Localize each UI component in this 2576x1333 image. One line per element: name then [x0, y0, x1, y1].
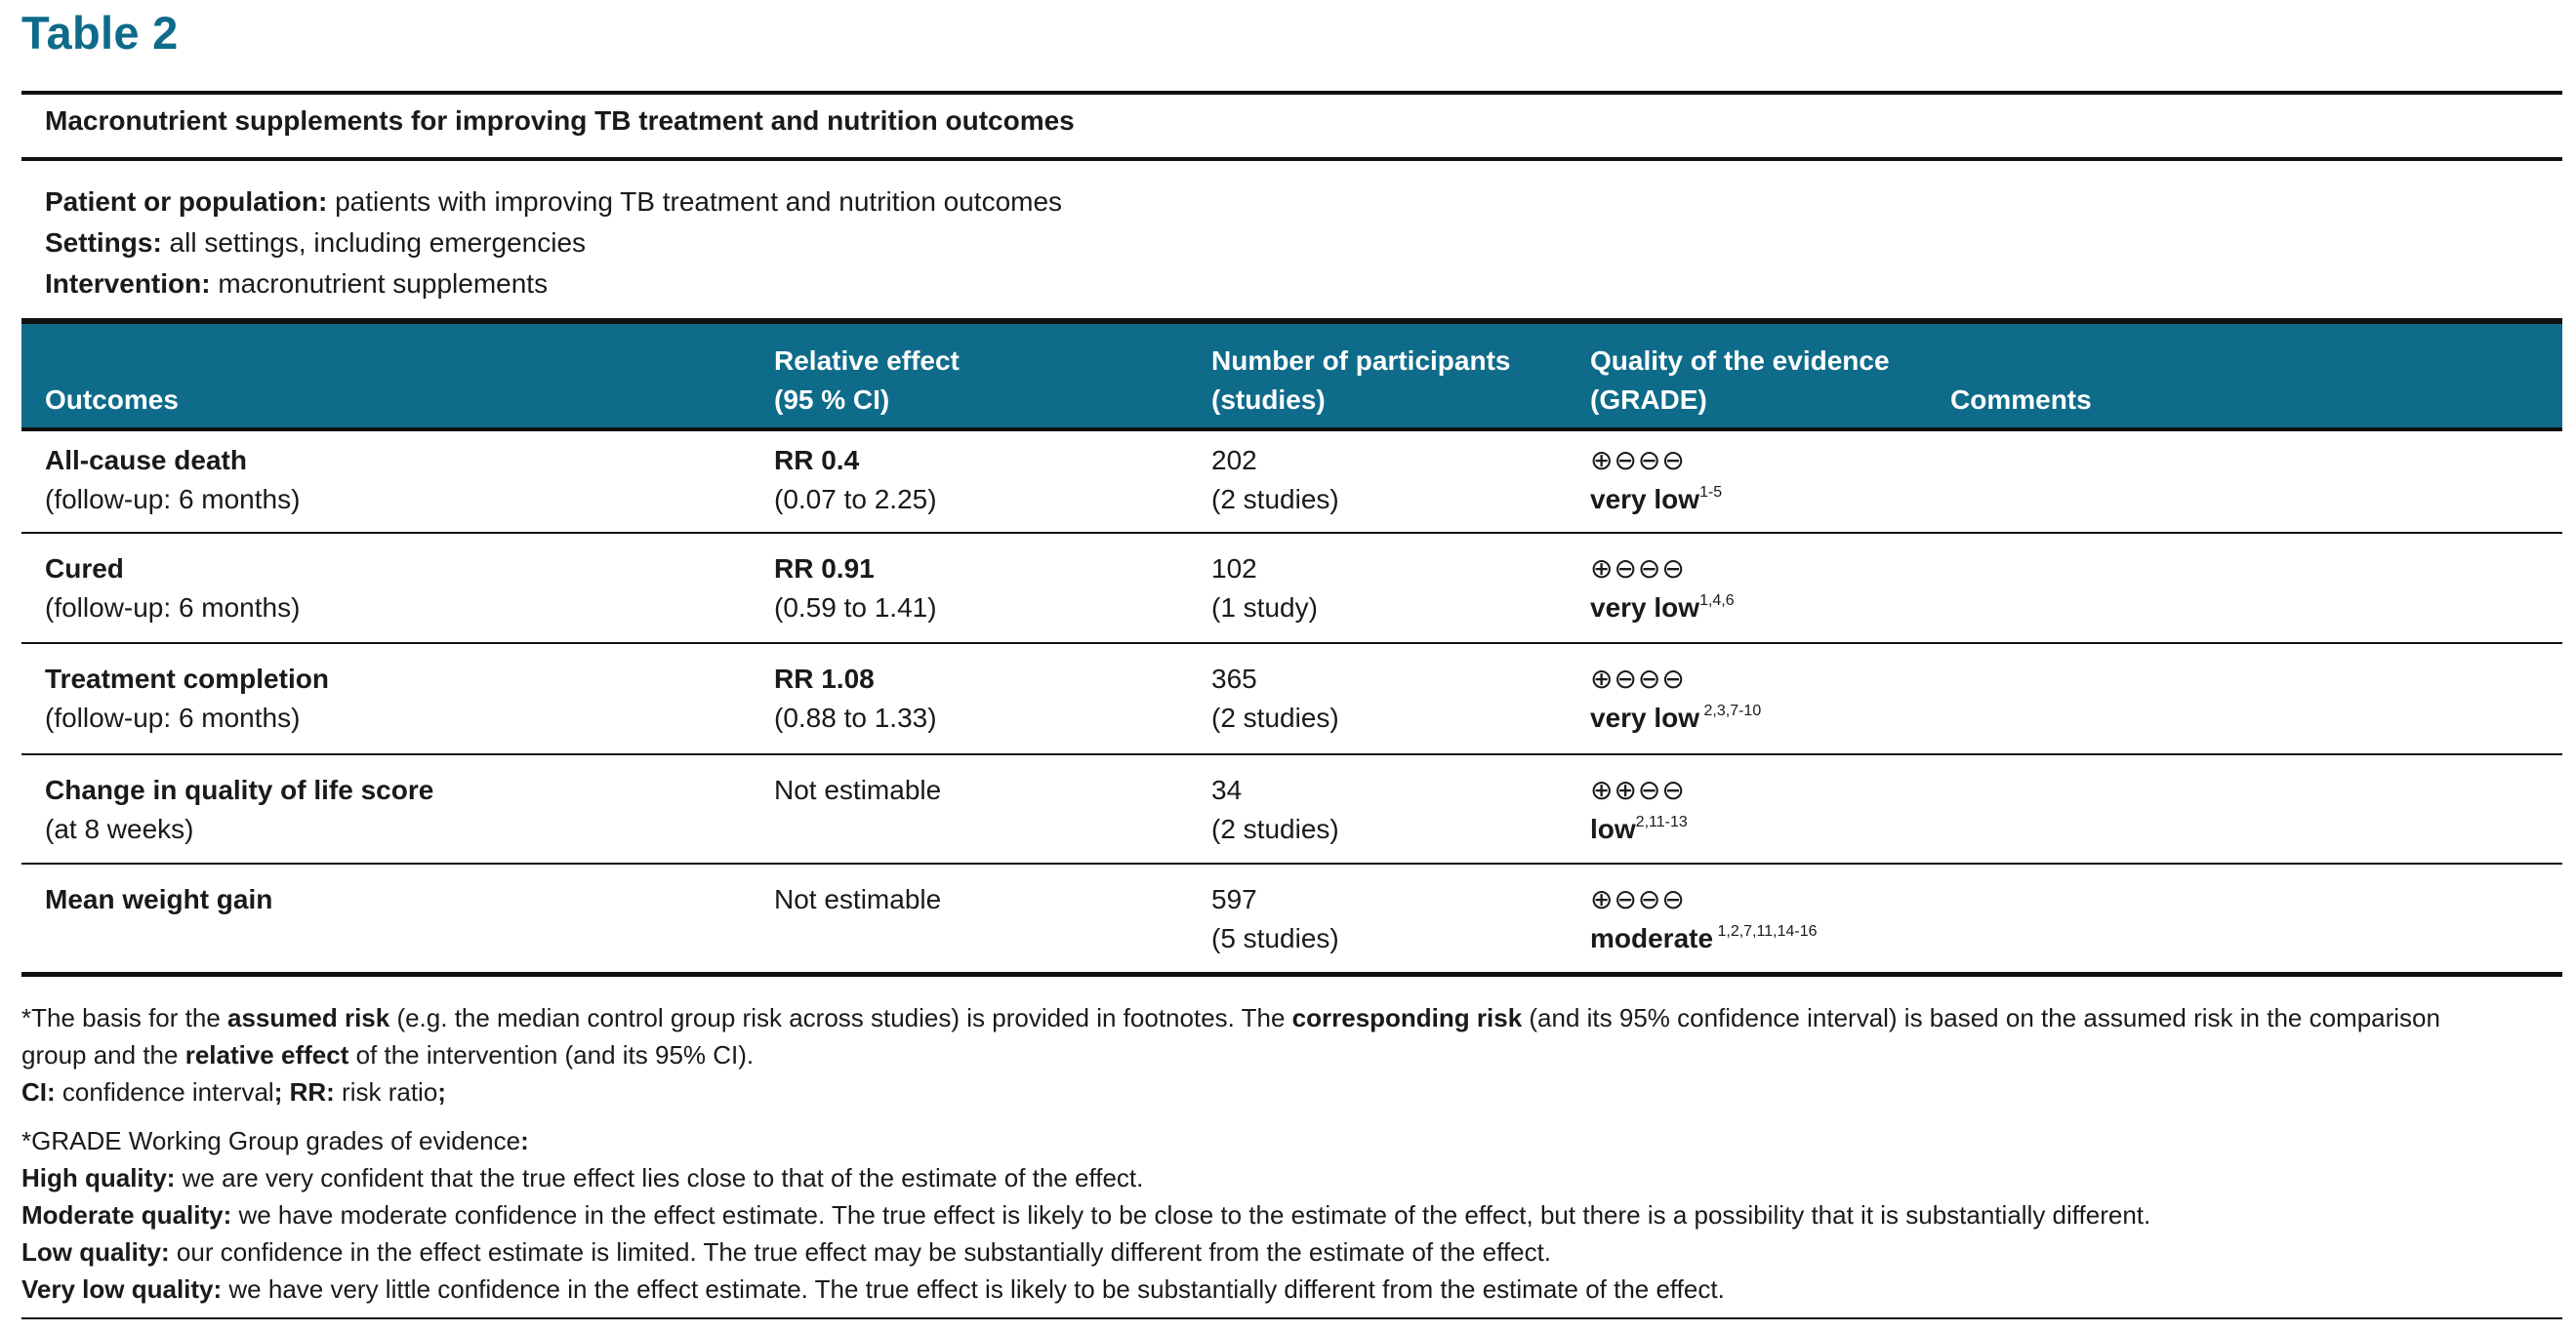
- risk-footnote: [21, 999, 2562, 1111]
- grade-label: very low: [1590, 592, 1700, 623]
- studies-count: (2 studies): [1211, 484, 1339, 514]
- effect-ci: (0.88 to 1.33): [774, 703, 937, 733]
- footnote-text: (e.g. the median control group risk across studies) is provided in footnotes. The: [389, 1003, 1292, 1032]
- abbrev-rr-label: RR:: [289, 1077, 335, 1107]
- table-row: [21, 431, 2562, 534]
- grade-label: very low: [1590, 703, 1700, 733]
- participants-cell: [1211, 880, 1339, 958]
- grade-footnote: 1-5: [1699, 484, 1723, 501]
- participants-count: 365: [1211, 664, 1257, 694]
- intervention-label: Intervention:: [45, 268, 211, 299]
- intervention-line: [45, 263, 548, 304]
- outcome-cell: [45, 771, 433, 849]
- grade-footnote: 2,11-13: [1635, 814, 1688, 830]
- participants-cell: [1211, 549, 1318, 627]
- grade-footnote: 1,2,7,11,14-16: [1713, 923, 1818, 940]
- footnote-term: corresponding risk: [1291, 1003, 1523, 1032]
- footnote-text: of the intervention (and its 95% CI).: [348, 1040, 755, 1070]
- population-value: patients with improving TB treatment and nutrition outcomes: [327, 186, 1063, 217]
- grade-symbols-icon: ⊕⊖⊖⊖: [1590, 552, 1686, 585]
- table-bottom-rule: [21, 972, 2562, 977]
- effect-value: Not estimable: [774, 884, 942, 914]
- grade-cell: [1590, 771, 1688, 849]
- footnote-term: assumed risk: [227, 1003, 390, 1032]
- outcome-name: All-cause death: [45, 445, 247, 475]
- participants-count: 102: [1211, 553, 1257, 584]
- grade-label: very low: [1590, 484, 1700, 514]
- effect-cell: [774, 549, 937, 627]
- effect-ci: (0.59 to 1.41): [774, 592, 937, 623]
- table-row: [21, 644, 2562, 755]
- grade-cell: [1590, 880, 1818, 958]
- header-comments: Comments: [1950, 384, 2092, 415]
- table-row: [21, 755, 2562, 865]
- grade-symbols-icon: ⊕⊖⊖⊖: [1590, 883, 1686, 915]
- grade-symbols-icon: ⊕⊕⊖⊖: [1590, 774, 1686, 806]
- outcome-name: Mean weight gain: [45, 884, 273, 914]
- studies-count: (2 studies): [1211, 814, 1339, 844]
- outcome-cell: [45, 880, 272, 919]
- very-low-quality-text: we have very little confidence in the effect estimate. The true effect is likely to be substantially different from the estimate of the effect.: [222, 1274, 1725, 1304]
- top-rule: [21, 91, 2562, 95]
- header-participants: Number of participants: [1211, 345, 1511, 376]
- population-label: Patient or population:: [45, 186, 328, 217]
- abbrev-rr-value: risk ratio: [334, 1077, 438, 1107]
- outcome-cell: [45, 660, 329, 738]
- studies-count: (2 studies): [1211, 703, 1339, 733]
- effect-cell: [774, 771, 941, 810]
- high-quality-label: High quality:: [21, 1163, 176, 1192]
- grade-symbols-icon: ⊕⊖⊖⊖: [1590, 663, 1686, 695]
- low-quality-text: our confidence in the effect estimate is limited. The true effect may be substantially different from the estimate of the effect.: [169, 1237, 1552, 1267]
- participants-count: 34: [1211, 775, 1243, 805]
- effect-ci: (0.07 to 2.25): [774, 484, 937, 514]
- moderate-quality-text: we have moderate confidence in the effect estimate. The true effect is likely to be close to the estimate of the effect, but there is a possibility that it is substantially different.: [231, 1200, 2151, 1230]
- header-studies: (studies): [1211, 384, 1326, 415]
- population-line: [45, 182, 1062, 222]
- header-grade: (GRADE): [1590, 384, 1707, 415]
- intervention-value: macronutrient supplements: [210, 268, 549, 299]
- outcome-name: Cured: [45, 553, 124, 584]
- settings-label: Settings:: [45, 227, 162, 258]
- outcome-name: Treatment completion: [45, 664, 329, 694]
- header-outcomes: Outcomes: [45, 384, 179, 415]
- grade-cell: [1590, 660, 1761, 738]
- settings-line: [45, 222, 586, 263]
- grade-footnote: 2,3,7-10: [1699, 703, 1762, 719]
- participants-cell: [1211, 441, 1339, 519]
- grade-definitions: [21, 1122, 2562, 1308]
- abbrev-end: ;: [437, 1077, 446, 1107]
- table-title: Table 2: [21, 7, 179, 59]
- abbrev-separator: ;: [273, 1077, 290, 1107]
- participants-count: 597: [1211, 884, 1257, 914]
- effect-value: RR 1.08: [774, 664, 875, 694]
- grade-intro-colon: :: [520, 1126, 529, 1155]
- footnote-term: relative effect: [184, 1040, 349, 1070]
- table-row: [21, 534, 2562, 644]
- header-quality: Quality of the evidence: [1590, 345, 1890, 376]
- outcome-followup: (at 8 weeks): [45, 814, 194, 844]
- outcome-followup: (follow-up: 6 months): [45, 592, 301, 623]
- low-quality-label: Low quality:: [21, 1237, 170, 1267]
- footnote-text: group and the: [21, 1040, 185, 1070]
- header-relative-effect: Relative effect: [774, 345, 960, 376]
- grade-label: moderate: [1590, 923, 1714, 953]
- abbrev-ci-value: confidence interval: [55, 1077, 274, 1107]
- outcome-name: Change in quality of life score: [45, 775, 434, 805]
- outcome-cell: [45, 441, 300, 519]
- outcome-cell: [45, 549, 300, 627]
- effect-value: Not estimable: [774, 775, 942, 805]
- caption-rule: [21, 157, 2562, 161]
- participants-cell: [1211, 660, 1339, 738]
- grade-cell: [1590, 441, 1722, 519]
- grade-label: low: [1590, 814, 1636, 844]
- high-quality-text: we are very confident that the true effect lies close to that of the estimate of the effect.: [175, 1163, 1144, 1192]
- participants-count: 202: [1211, 445, 1257, 475]
- table-header: [21, 324, 2562, 427]
- participants-cell: [1211, 771, 1339, 849]
- footnote-text: (and its 95% confidence interval) is based on the assumed risk in the comparison: [1522, 1003, 2440, 1032]
- outcome-followup: (follow-up: 6 months): [45, 703, 301, 733]
- moderate-quality-label: Moderate quality:: [21, 1200, 232, 1230]
- grade-symbols-icon: ⊕⊖⊖⊖: [1590, 444, 1686, 476]
- studies-count: (5 studies): [1211, 923, 1339, 953]
- effect-value: RR 0.91: [774, 553, 875, 584]
- grade-cell: [1590, 549, 1735, 627]
- effect-cell: [774, 441, 937, 519]
- grade-intro: *GRADE Working Group grades of evidence: [21, 1126, 521, 1155]
- header-relative-effect-ci: (95 % CI): [774, 384, 890, 415]
- abbrev-ci-label: CI:: [21, 1077, 56, 1107]
- table-caption: Macronutrient supplements for improving TB treatment and nutrition outcomes: [45, 105, 1075, 136]
- footnote-text: *The basis for the: [21, 1003, 227, 1032]
- page-bottom-rule: [21, 1317, 2562, 1319]
- effect-cell: [774, 880, 941, 919]
- studies-count: (1 study): [1211, 592, 1318, 623]
- settings-value: all settings, including emergencies: [161, 227, 587, 258]
- table-row: [21, 865, 2562, 974]
- outcome-followup: (follow-up: 6 months): [45, 484, 301, 514]
- effect-value: RR 0.4: [774, 445, 860, 475]
- very-low-quality-label: Very low quality:: [21, 1274, 223, 1304]
- effect-cell: [774, 660, 937, 738]
- grade-footnote: 1,4,6: [1699, 592, 1735, 609]
